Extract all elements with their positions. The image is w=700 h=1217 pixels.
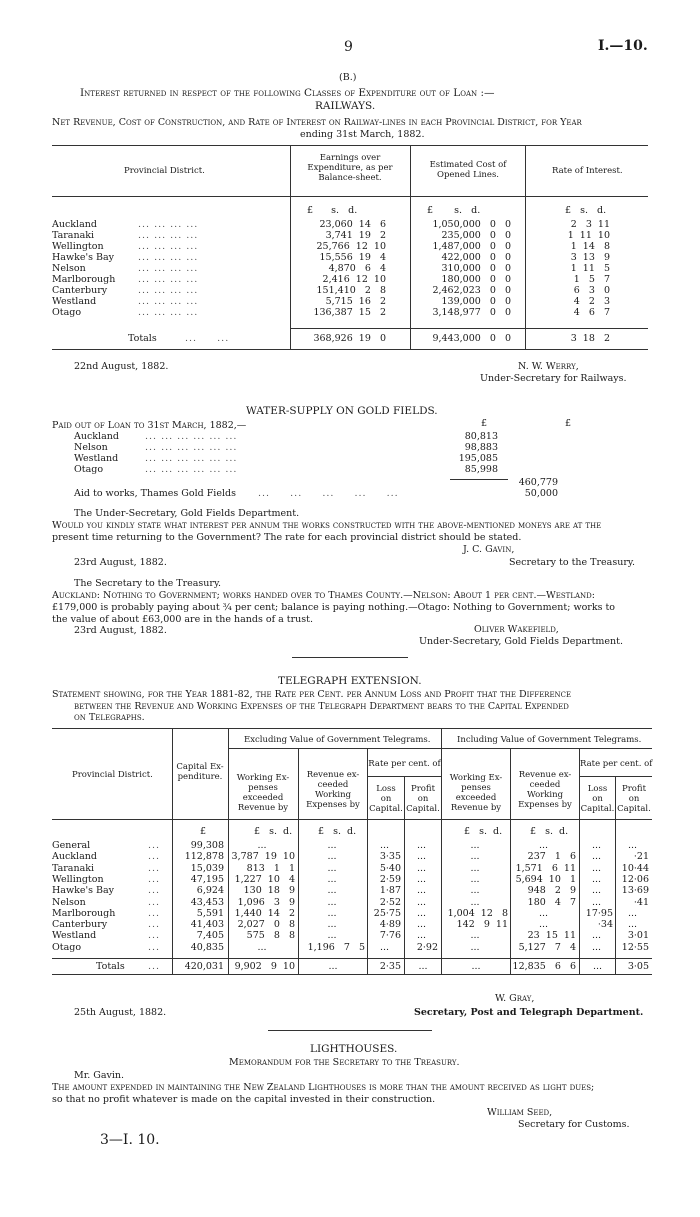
- letter2-body-3: the value of about £63,000 are in the hands of a trust.: [52, 614, 313, 625]
- tel-in-profit: ...: [627, 840, 638, 851]
- leader-dots: ... ... ... ...: [138, 296, 199, 307]
- tel-in-rev: 1,571 6 11: [515, 862, 576, 874]
- tel-ex-loss: 7·76: [379, 930, 401, 942]
- tel-in-rev: ...: [538, 919, 549, 931]
- tel-ex-rev: ...: [327, 873, 337, 885]
- tel-unit-in-work: £ s. d.: [464, 826, 503, 837]
- telegraph-date: 25th August, 1882.: [74, 1007, 167, 1018]
- telegraph-statement: Statement showing, for the Year 1881-82, the Rate per Cent. per Annum Loss and Profit that the Difference: [52, 689, 572, 700]
- paid-out-label: Paid out of Loan to 31st March, 1882,—: [52, 420, 247, 431]
- rail-district: Hawke's Bay: [52, 252, 114, 263]
- rail-earnings: 25,766 12 10: [316, 241, 386, 252]
- tel-in-loss: 17·95: [585, 907, 613, 919]
- rail-earnings: 5,715 16 2: [325, 296, 386, 307]
- tel-district: Taranaki: [52, 862, 95, 874]
- telegraph-statement-2: between the Revenue and Working Expenses of the Telegraph Department bears to the Capital Expended: [74, 701, 569, 712]
- total-earnings: 368,926 19 0: [313, 333, 386, 344]
- tel-ex-rev: ...: [327, 907, 337, 919]
- water-item-name: Westland: [74, 453, 119, 464]
- rule: [52, 819, 652, 820]
- page-number: 9: [344, 39, 353, 55]
- tel-ex-profit: ...: [416, 919, 427, 931]
- tel-in-rev: 948 2 9: [527, 885, 576, 897]
- tel-total-ex-loss: 2·35: [379, 961, 401, 972]
- water-item-name: Auckland: [74, 431, 119, 442]
- col-header-cost: Estimated Cost of Opened Lines.: [429, 160, 507, 180]
- letter1-to: The Under-Secretary, Gold Fields Department.: [74, 508, 300, 519]
- tel-capital: 112,878: [184, 851, 224, 863]
- rule: [290, 328, 648, 329]
- rule: [52, 145, 648, 146]
- railways-date: 22nd August, 1882.: [74, 361, 169, 372]
- letter1-signer-title: Secretary to the Treasury.: [509, 557, 635, 568]
- tel-in-profit: 12·06: [621, 873, 649, 885]
- tel-total-in-profit: 3·05: [627, 961, 649, 972]
- tel-district: Canterbury: [52, 919, 108, 931]
- rail-earnings: 4,870 6 4: [328, 263, 386, 274]
- rail-earnings: 3,741 19 2: [325, 230, 386, 241]
- rail-district: Westland: [52, 296, 97, 307]
- rail-district: Auckland: [52, 219, 97, 230]
- unit-cost: £ s. d.: [427, 205, 481, 216]
- water-item-value: 85,998: [464, 464, 498, 475]
- tel-ex-loss: 5·40: [379, 862, 401, 874]
- tel-ex-loss: ...: [379, 840, 390, 851]
- tel-head-district: Provincial District.: [72, 770, 153, 780]
- divider-rule: [268, 1030, 432, 1031]
- tel-in-loss: ...: [591, 840, 602, 851]
- rail-district: Taranaki: [52, 230, 95, 241]
- currency-1: £: [481, 418, 488, 429]
- rail-cost: 1,487,000 0 0: [432, 241, 511, 252]
- lighthouses-to: Mr. Gavin.: [74, 1070, 125, 1081]
- tel-ex-rev: ...: [327, 885, 337, 897]
- tel-head-including: Including Value of Government Telegrams.: [457, 735, 642, 745]
- tel-ex-work: 1,440 14 2: [234, 907, 295, 919]
- tel-head-in-loss: Loss on Capital.: [580, 784, 615, 814]
- rail-rate: 4 6 7: [573, 307, 610, 318]
- leader-dots: ... ... ... ... ... ...: [145, 431, 238, 442]
- lighthouses-title: LIGHTHOUSES.: [310, 1043, 398, 1055]
- water-item-name: Otago: [74, 464, 104, 475]
- rail-cost: 1,050,000 0 0: [432, 219, 511, 230]
- leader-dots: ... ... ... ...: [138, 285, 199, 296]
- tel-capital: 47,195: [190, 873, 224, 885]
- letter2-to: The Secretary to the Treasury.: [74, 578, 222, 589]
- tel-in-loss: ...: [591, 851, 602, 863]
- rail-rate: 4 2 3: [573, 296, 610, 307]
- rule: [52, 349, 648, 350]
- tel-total-in-loss: ...: [592, 961, 603, 972]
- rail-cost: 422,000 0 0: [441, 252, 511, 263]
- rail-district: Otago: [52, 307, 82, 318]
- leader-dots: ...: [148, 961, 161, 972]
- leader-dots: ...: [148, 873, 161, 885]
- tel-ex-rev: ...: [327, 862, 337, 874]
- tel-district: General: [52, 840, 91, 851]
- leader-dots: ... ... ... ...: [138, 230, 199, 241]
- tel-ex-loss: 25·75: [373, 907, 401, 919]
- letter2-signer: Oliver Wakefield,: [474, 624, 559, 635]
- tel-head-in-rate: Rate per cent. of: [580, 759, 653, 769]
- tel-ex-work: 575 8 8: [246, 930, 295, 942]
- tel-in-work: ...: [470, 873, 480, 885]
- leader-dots: ...: [148, 840, 161, 851]
- rail-earnings: 23,060 14 6: [319, 219, 386, 230]
- col-header-district: Provincial District.: [124, 166, 205, 176]
- tel-ex-rev: ...: [327, 840, 337, 851]
- rail-cost: 235,000 0 0: [441, 230, 511, 241]
- unit-rate: £ s. d.: [565, 205, 607, 216]
- rail-rate: 1 14 8: [570, 241, 610, 252]
- tel-capital: 99,308: [190, 840, 224, 851]
- tel-in-rev: 5,127 7 4: [518, 941, 576, 953]
- tel-total-in-rev: 12,835 6 6: [512, 961, 576, 972]
- leader-dots: ...: [148, 851, 161, 863]
- tel-total-ex-rev: ...: [328, 961, 338, 972]
- tel-ex-work: 1,227 10 4: [234, 873, 295, 885]
- rail-rate: 1 5 7: [573, 274, 610, 285]
- lighthouses-memo: Memorandum for the Secretary to the Treasury.: [229, 1057, 460, 1068]
- tel-in-work: ...: [470, 851, 480, 863]
- tel-district: Nelson: [52, 896, 86, 908]
- rail-cost: 2,462,023 0 0: [432, 285, 511, 296]
- tel-head-in-profit: Profit on Capital.: [617, 784, 651, 814]
- tel-ex-work: ...: [257, 941, 267, 953]
- tel-in-loss: ...: [591, 896, 602, 908]
- tel-head-capital: Capital Ex- penditure.: [176, 762, 224, 782]
- lighthouses-body-2: so that no profit whatever is made on the capital invested in their construction.: [52, 1094, 436, 1105]
- telegraph-title: TELEGRAPH EXTENSION.: [278, 675, 422, 687]
- tel-in-work: ...: [470, 896, 480, 908]
- total-rate: 3 18 2: [570, 333, 610, 344]
- tel-ex-rev: 1,196 7 5: [307, 941, 365, 953]
- rail-rate: 1 11 5: [570, 263, 610, 274]
- leader-dots: ... ... ... ... ... ...: [145, 453, 238, 464]
- tel-in-work: 142 9 11: [456, 919, 508, 931]
- leader-dots: ...: [148, 907, 161, 919]
- col-header-rate: Rate of Interest.: [552, 166, 623, 176]
- tel-in-rev: 5,694 10 1: [515, 873, 576, 885]
- tel-capital: 7,405: [196, 930, 224, 942]
- tel-ex-profit: ...: [416, 930, 427, 942]
- leader-dots: ... ... ... ... ... ...: [145, 464, 238, 475]
- tel-ex-profit: ...: [416, 840, 427, 851]
- letter1-body: Would you kindly state what interest per annum the works constructed with the above-mentioned moneys are at the: [52, 520, 602, 531]
- tel-head-in-work: Working Ex- penses exceeded Revenue by: [449, 773, 503, 813]
- water-item-value: 195,085: [458, 453, 498, 464]
- tel-ex-work: ...: [257, 840, 267, 851]
- rule: [228, 748, 652, 749]
- letter1-date: 23rd August, 1882.: [74, 557, 167, 568]
- tel-district: Auckland: [52, 851, 97, 863]
- rail-district: Wellington: [52, 241, 104, 252]
- tel-totals-label: Totals: [96, 961, 125, 972]
- tel-district: Wellington: [52, 873, 104, 885]
- tel-unit-ex-work: £ s. d.: [254, 826, 293, 837]
- leader-dots: ... ... ... ...: [138, 252, 199, 263]
- rail-cost: 139,000 0 0: [441, 296, 511, 307]
- rail-rate: 2 3 11: [570, 219, 610, 230]
- tel-capital: 43,453: [190, 896, 224, 908]
- aid-label: Aid to works, Thames Gold Fields: [74, 488, 236, 499]
- tel-in-loss: ...: [591, 873, 602, 885]
- leader-dots: ... ... ... ... ...: [258, 488, 399, 499]
- railways-signer: N. W. Werry,: [518, 361, 579, 372]
- tel-ex-rev: ...: [327, 851, 337, 863]
- tel-capital: 15,039: [190, 862, 224, 874]
- railways-signer-title: Under-Secretary for Railways.: [480, 373, 627, 384]
- rail-earnings: 151,410 2 8: [316, 285, 386, 296]
- rail-district: Marlborough: [52, 274, 116, 285]
- rail-earnings: 15,556 19 4: [319, 252, 386, 263]
- rule: [52, 728, 652, 729]
- tel-in-rev: 180 4 7: [527, 896, 576, 908]
- letter2-body: Auckland: Nothing to Government; works handed over to Thames County.—Nelson: About 1 per cent.—Westland:: [52, 590, 595, 601]
- rail-rate: 1 11 10: [567, 230, 610, 241]
- tel-ex-loss: 2·59: [379, 873, 401, 885]
- tel-district: Westland: [52, 930, 97, 942]
- leader-dots: ...: [148, 896, 161, 908]
- tel-head-excluding: Excluding Value of Government Telegrams.: [244, 735, 431, 745]
- rule: [172, 728, 173, 974]
- tel-capital: 5,591: [196, 907, 224, 919]
- document-reference: I.—10.: [598, 38, 648, 54]
- rule: [525, 145, 526, 349]
- unit-earnings: £ s. d.: [307, 205, 358, 216]
- leader-dots: ...: [148, 941, 161, 953]
- tel-ex-loss: 3·35: [379, 851, 401, 863]
- aid-value: 50,000: [524, 488, 558, 499]
- rule: [52, 974, 652, 975]
- rail-earnings: 136,387 15 2: [313, 307, 386, 318]
- rail-rate: 3 13 9: [570, 252, 610, 263]
- water-supply-title: WATER-SUPPLY ON GOLD FIELDS.: [246, 405, 438, 417]
- rail-cost: 180,000 0 0: [441, 274, 511, 285]
- tel-district: Otago: [52, 941, 82, 953]
- tel-capital: 41,403: [190, 919, 224, 931]
- rail-earnings: 2,416 12 10: [322, 274, 386, 285]
- tel-in-loss: ...: [591, 862, 602, 874]
- water-item-name: Nelson: [74, 442, 108, 453]
- letter2-signer-title: Under-Secretary, Gold Fields Department.: [419, 636, 624, 647]
- tel-in-profit: ·41: [633, 896, 649, 908]
- tel-head-ex-work: Working Ex- penses exceeded Revenue by: [236, 773, 290, 813]
- tel-total-capital: 420,031: [184, 961, 224, 972]
- tel-in-work: ...: [470, 840, 480, 851]
- leader-dots: ...: [148, 930, 161, 942]
- section-marker: (B.): [339, 72, 357, 83]
- telegraph-signer-title: Secretary, Post and Telegraph Department.: [414, 1007, 644, 1018]
- tel-ex-profit: ...: [416, 896, 427, 908]
- currency-2: £: [565, 418, 572, 429]
- tel-total-ex-profit: ...: [418, 961, 428, 972]
- tel-in-profit: 10·44: [621, 862, 649, 874]
- water-item-value: 80,813: [464, 431, 498, 442]
- tel-ex-profit: ...: [416, 873, 427, 885]
- railways-subtitle: Net Revenue, Cost of Construction, and Rate of Interest on Railway-lines in each Provincial District, for Year: [52, 117, 582, 128]
- tel-ex-loss: ...: [379, 941, 390, 953]
- tel-capital: 40,835: [190, 941, 224, 953]
- tel-ex-loss: 1·87: [379, 885, 401, 897]
- leader-dots: ... ... ... ...: [138, 241, 199, 252]
- tel-ex-profit: ...: [416, 862, 427, 874]
- tel-head-in-rev: Revenue ex- ceeded Working Expenses by: [518, 770, 572, 810]
- rule: [52, 958, 652, 959]
- tel-ex-loss: 4·89: [379, 919, 401, 931]
- tel-ex-rev: ...: [327, 919, 337, 931]
- leader-dots: ...: [148, 919, 161, 931]
- tel-district: Marlborough: [52, 907, 116, 919]
- rule: [410, 145, 411, 349]
- leader-dots: ... ... ... ...: [138, 219, 199, 230]
- leader-dots: ... ... ... ...: [138, 307, 199, 318]
- leader-dots: ...: [148, 885, 161, 897]
- total-cost: 9,443,000 0 0: [432, 333, 511, 344]
- lighthouses-body: The amount expended in maintaining the New Zealand Lighthouses is more than the amount received as light dues;: [52, 1082, 595, 1093]
- letter1-signer: J. C. Gavin,: [463, 544, 515, 555]
- rail-cost: 310,000 0 0: [441, 263, 511, 274]
- leader-dots: ... ...: [185, 333, 230, 344]
- tel-ex-profit: 2·92: [416, 941, 438, 953]
- lighthouses-signer: William Seed,: [487, 1107, 553, 1118]
- tel-ex-work: 130 18 9: [243, 885, 295, 897]
- tel-ex-rev: ...: [327, 930, 337, 942]
- tel-in-profit: ...: [627, 919, 638, 931]
- leader-dots: ... ... ... ...: [138, 274, 199, 285]
- totals-label: Totals: [128, 333, 157, 344]
- letter1-body-2: present time returning to the Government? The rate for each provincial district should be stated.: [52, 532, 522, 543]
- water-item-value: 98,883: [464, 442, 498, 453]
- tel-in-rev: ...: [538, 840, 549, 851]
- letter2-body-2: £179,000 is probably paying about ¾ per cent; balance is paying nothing.—Otago: Nothing to Government; works to: [52, 602, 616, 613]
- divider-rule: [292, 657, 408, 658]
- tel-in-rev: 23 15 11: [527, 930, 576, 942]
- tel-in-profit: ...: [627, 907, 638, 919]
- tel-head-ex-loss: Loss on Capital.: [369, 784, 403, 814]
- water-subtotal: 460,779: [518, 477, 558, 488]
- tel-ex-profit: ...: [416, 851, 427, 863]
- leader-dots: ... ... ... ... ... ...: [145, 442, 238, 453]
- rail-rate: 6 3 0: [573, 285, 610, 296]
- tel-in-loss: ...: [591, 930, 602, 942]
- leader-dots: ...: [148, 862, 161, 874]
- tel-in-work: ...: [470, 941, 480, 953]
- tel-in-work: ...: [470, 885, 480, 897]
- tel-ex-profit: ...: [416, 885, 427, 897]
- tel-ex-work: 813 1 1: [246, 862, 295, 874]
- tel-in-profit: 13·69: [621, 885, 649, 897]
- tel-district: Hawke's Bay: [52, 885, 114, 897]
- footer-reference: 3—I. 10.: [100, 1132, 160, 1148]
- tel-ex-rev: ...: [327, 896, 337, 908]
- rule: [52, 196, 648, 197]
- tel-in-loss: ·34: [597, 919, 613, 931]
- railways-subtitle-2: ending 31st March, 1882.: [300, 129, 425, 140]
- tel-in-loss: ...: [591, 885, 602, 897]
- tel-total-ex-work: 9,902 9 10: [234, 961, 295, 972]
- tel-unit-in-rev: £ s. d.: [530, 826, 569, 837]
- tel-capital: 6,924: [196, 885, 224, 897]
- tel-ex-profit: ...: [416, 907, 427, 919]
- tel-head-ex-profit: Profit on Capital.: [406, 784, 440, 814]
- tel-ex-work: 1,096 3 9: [237, 896, 295, 908]
- tel-total-in-work: ...: [471, 961, 481, 972]
- leader-dots: ... ... ... ...: [138, 263, 199, 274]
- lighthouses-signer-title: Secretary for Customs.: [518, 1119, 630, 1130]
- tel-head-ex-rate: Rate per cent. of: [368, 759, 441, 769]
- tel-unit-ex-rev: £ s. d.: [318, 826, 357, 837]
- col-header-earnings: Earnings over Expenditure, as per Balance-sheet.: [307, 153, 393, 183]
- section-title: Interest returned in respect of the following Classes of Expenditure out of Loan :—: [80, 87, 495, 99]
- tel-in-profit: 3·01: [627, 930, 649, 942]
- tel-in-work: ...: [470, 862, 480, 874]
- rail-district: Nelson: [52, 263, 86, 274]
- tel-ex-loss: 2·52: [379, 896, 401, 908]
- tel-head-ex-rev: Revenue ex- ceeded Working Expenses by: [306, 770, 360, 810]
- tel-ex-work: 3,787 19 10: [231, 851, 295, 863]
- rail-district: Canterbury: [52, 285, 108, 296]
- tel-in-profit: 12·55: [621, 941, 649, 953]
- tel-in-rev: 237 1 6: [527, 851, 576, 863]
- tel-in-loss: ...: [591, 941, 602, 953]
- tel-in-profit: ·21: [633, 851, 649, 863]
- letter2-date: 23rd August, 1882.: [74, 625, 167, 636]
- tel-in-work: 1,004 12 8: [447, 907, 508, 919]
- tel-unit-capital: £: [200, 826, 207, 837]
- telegraph-signer: W. Gray,: [495, 993, 535, 1004]
- rail-cost: 3,148,977 0 0: [432, 307, 511, 318]
- rule: [290, 145, 291, 349]
- tel-ex-work: 2,027 0 8: [237, 919, 295, 931]
- tel-in-work: ...: [470, 930, 480, 942]
- telegraph-statement-3: on Telegraphs.: [74, 712, 145, 723]
- railways-title: RAILWAYS.: [315, 100, 376, 112]
- tel-in-rev: ...: [538, 907, 549, 919]
